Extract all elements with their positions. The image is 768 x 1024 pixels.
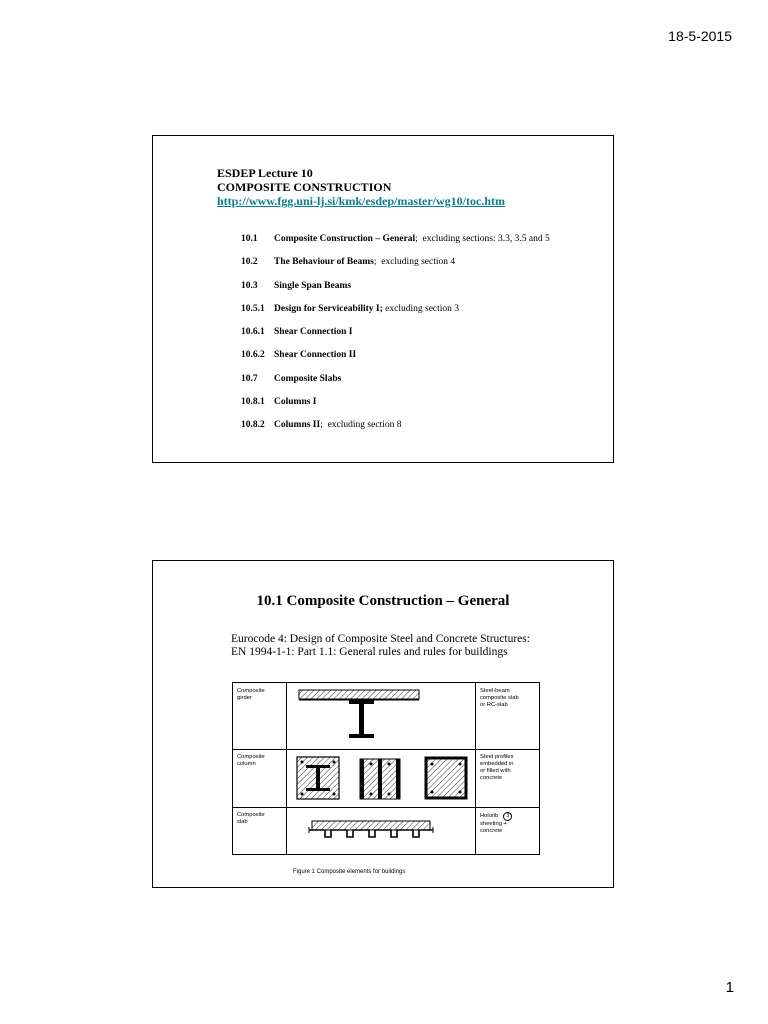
lecture-subject: COMPOSITE CONSTRUCTION [217, 180, 392, 194]
slab-section-svg [287, 807, 477, 855]
toc-number: 10.5.1 [241, 303, 265, 314]
toc-title: Columns II [274, 420, 321, 431]
figure-row-label [233, 807, 287, 855]
eurocode-reference [231, 633, 530, 659]
desc-line: embedded in [480, 761, 514, 767]
page-number: 1 [725, 979, 734, 996]
toc-number: 10.7 [241, 373, 258, 384]
desc-line: Steel profiles [480, 754, 514, 760]
toc-note: excluding section 3 [382, 303, 460, 314]
label-line: girder [237, 695, 252, 701]
toc-number: 10.6.1 [241, 327, 265, 338]
toc-item [241, 281, 550, 304]
toc-title: Columns I [274, 397, 317, 408]
label-line: slab [237, 819, 248, 825]
toc-item [241, 304, 550, 327]
composite-girder-drawing [287, 683, 475, 749]
toc-number: 10.2 [241, 257, 258, 268]
desc-line: Steel-beam [480, 688, 510, 694]
eurocode-line-2: EN 1994-1-1: Part 1.1: General rules and rules for buildings [231, 646, 508, 658]
desc-line: or filled with [480, 768, 511, 774]
desc-text: Holorib [480, 813, 499, 819]
callout-number: 3 [503, 812, 512, 821]
composite-elements-figure [232, 682, 540, 855]
toc-number: 10.3 [241, 280, 258, 291]
toc-item [241, 374, 550, 397]
figure-row-slab [233, 807, 539, 855]
figure-row-girder [233, 683, 539, 750]
toc-title: Shear Connection II [274, 350, 357, 361]
desc-line [480, 812, 535, 821]
figure-row-label [233, 749, 287, 807]
date-stamp: 18-5-2015 [668, 28, 732, 44]
toc-item [241, 420, 550, 443]
toc-title: Shear Connection I [274, 327, 353, 338]
toc-number: 10.8.2 [241, 420, 265, 431]
toc-title: Design for Serviceability I; [274, 303, 383, 314]
column-sections-svg [287, 749, 477, 807]
desc-line: sheeting + [480, 821, 507, 827]
label-line: column [237, 761, 256, 767]
table-of-contents [241, 234, 550, 444]
toc-number: 10.6.2 [241, 350, 265, 361]
desc-line: composite slab [480, 695, 519, 701]
desc-line: or RC-slab [480, 702, 508, 708]
toc-number: 10.8.1 [241, 397, 265, 408]
toc-number: 10.1 [241, 234, 258, 244]
toc-item [241, 234, 550, 257]
label-line: Composite [237, 812, 265, 818]
figure-row-column [233, 749, 539, 808]
label-line: Composite [237, 754, 265, 760]
composite-column-drawing [287, 749, 475, 807]
composite-slab-drawing [287, 807, 475, 855]
lecture-link[interactable]: http://www.fgg.uni-lj.si/kmk/esdep/master/wg10/toc.htm [217, 194, 505, 208]
toc-item [241, 397, 550, 420]
eurocode-line-1: Eurocode 4: Design of Composite Steel and Concrete Structures: [231, 633, 530, 645]
figure-row-description [475, 683, 539, 749]
toc-note: ; excluding section 4 [373, 257, 456, 268]
toc-title: Composite Slabs [274, 373, 342, 384]
figure-row-description [475, 749, 539, 807]
slide-lecture-contents [152, 135, 614, 463]
figure-row-description [475, 807, 539, 855]
slide-title: 10.1 Composite Construction – General [256, 593, 510, 609]
slide-composite-general [152, 560, 614, 888]
toc-item [241, 350, 550, 373]
toc-item [241, 257, 550, 280]
lecture-title: ESDEP Lecture 10 [217, 166, 313, 180]
figure-row-label [233, 683, 287, 749]
girder-section-svg [287, 683, 477, 749]
toc-title: Single Span Beams [274, 280, 352, 291]
toc-item [241, 327, 550, 350]
toc-note: ; excluding sections: 3.3, 3.5 and 5 [415, 234, 550, 244]
label-line: Composite [237, 688, 265, 694]
toc-note: ; excluding section 8 [320, 420, 402, 431]
toc-title: Composite Construction – General [274, 234, 416, 244]
figure-caption: Figure 1 Composite elements for buildings [293, 869, 406, 875]
desc-line: concrete [480, 775, 503, 781]
lecture-header [217, 166, 505, 208]
desc-line: concrete [480, 828, 503, 834]
toc-title: The Behaviour of Beams [274, 257, 374, 268]
